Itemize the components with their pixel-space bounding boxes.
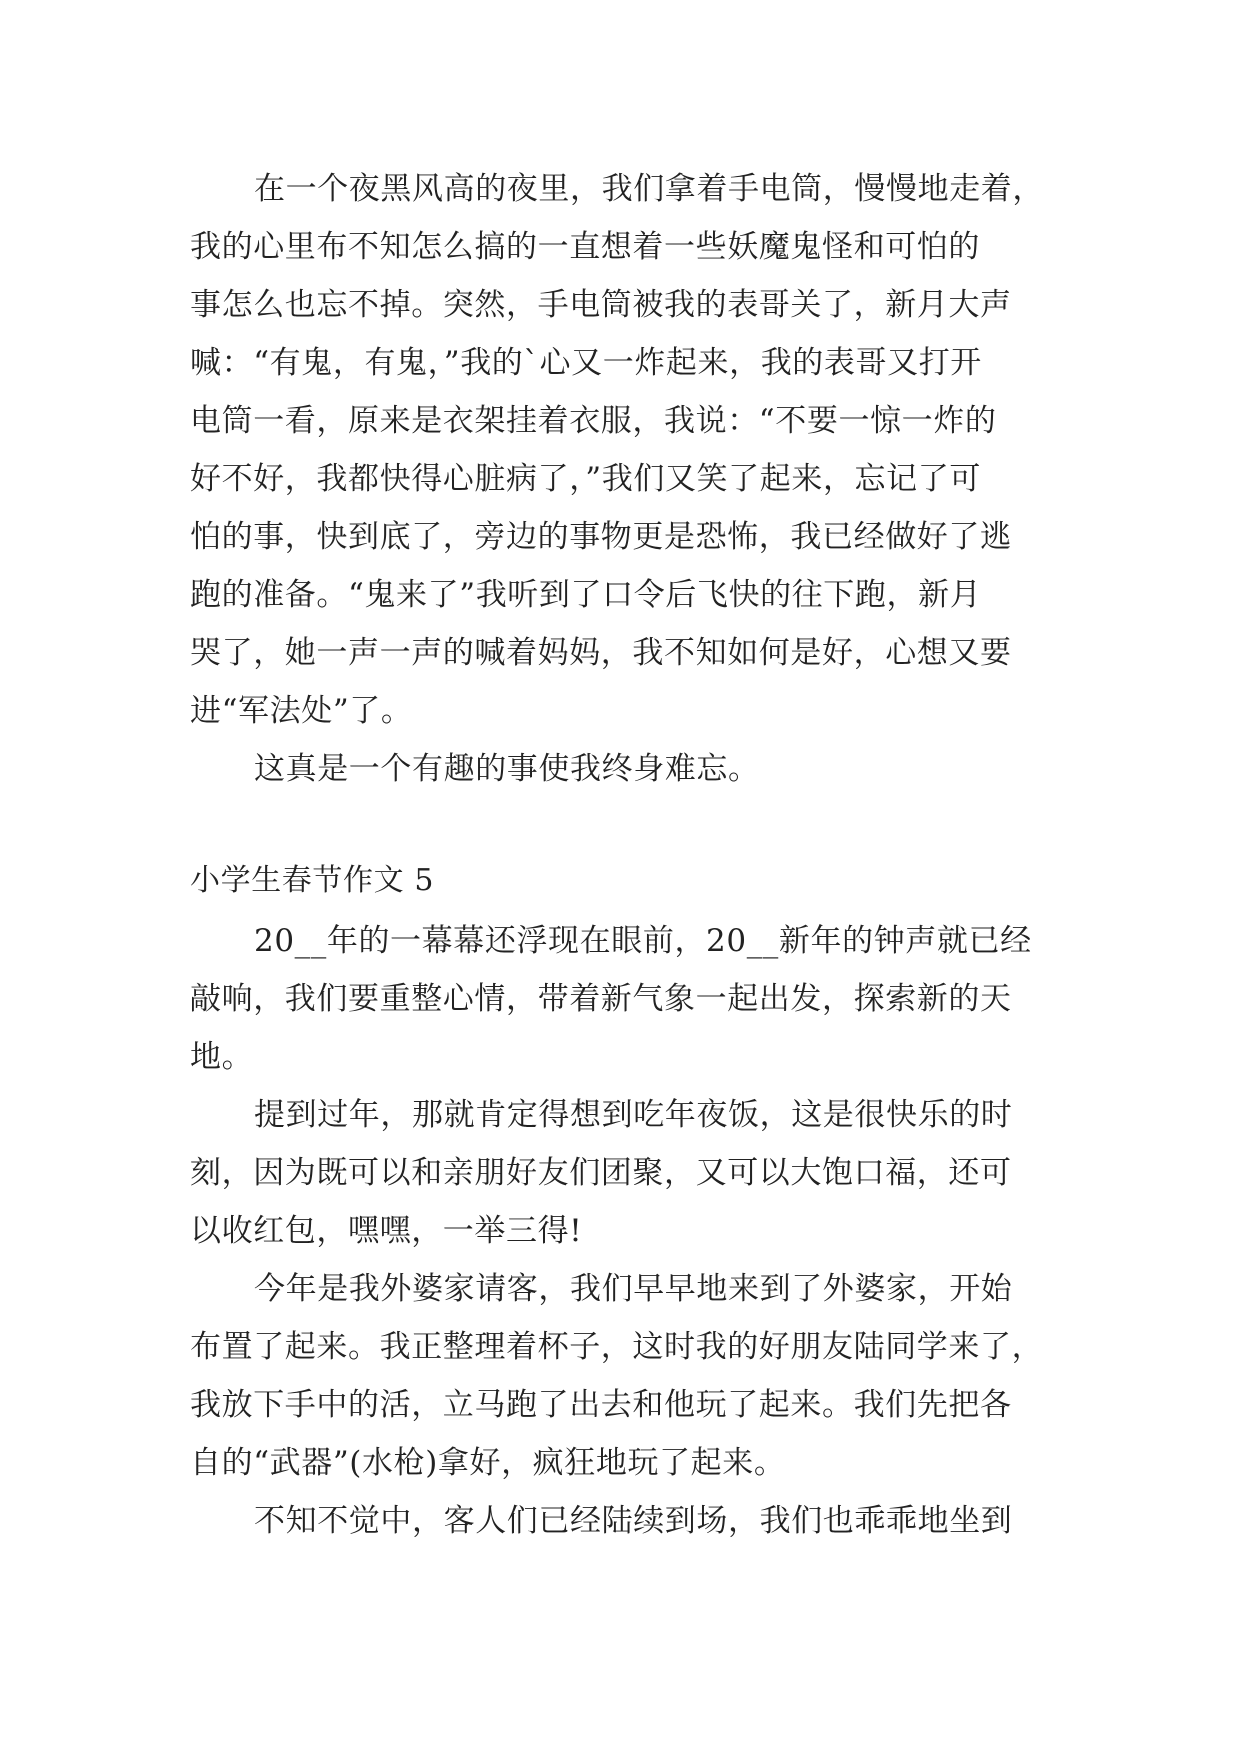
text-line: 我的心里布不知怎么搞的一直想着一些妖魔鬼怪和可怕的 — [190, 229, 980, 265]
text-line: 哭了，她一声一声的喊着妈妈，我不知如何是好，心想又要 — [190, 635, 1012, 671]
text-line: 事怎么也忘不掉。突然，手电筒被我的表哥关了，新月大声 — [190, 287, 1012, 323]
text-line: 电筒一看，原来是衣架挂着衣服，我说：“不要一惊一炸的 — [190, 403, 997, 439]
paragraph-reunion-dinner — [190, 1086, 1070, 1260]
text-line: 进“军法处”了。 — [190, 693, 413, 729]
text-line: 这真是一个有趣的事使我终身难忘。 — [254, 751, 760, 787]
text-line: 喊：“有鬼，有鬼，”我的`心又一炸起来，我的表哥又打开 — [190, 345, 982, 381]
text-line: 好不好，我都快得心脏病了，”我们又笑了起来，忘记了可 — [190, 461, 981, 497]
section-spacer — [190, 798, 1070, 850]
text-line: 提到过年，那就肯定得想到吃年夜饭，这是很快乐的时 — [254, 1097, 1013, 1133]
paragraph-conclusion — [190, 740, 1070, 798]
text-line: 在一个夜黑风高的夜里，我们拿着手电筒，慢慢地走着， — [254, 171, 1044, 207]
text-line: 不知不觉中，客人们已经陆续到场，我们也乖乖地坐到 — [254, 1503, 1013, 1539]
text-line: 自的“武器”(水枪)拿好，疯狂地玩了起来。 — [190, 1445, 786, 1481]
paragraph-new-year-intro — [190, 912, 1070, 1086]
paragraph-night-walk — [190, 160, 1070, 740]
document-body — [190, 160, 1070, 1550]
text-line: 敲响，我们要重整心情，带着新气象一起出发，探索新的天 — [190, 981, 1012, 1017]
text-line: 刻，因为既可以和亲朋好友们团聚，又可以大饱口福，还可 — [190, 1155, 1012, 1191]
text-line: 以收红包，嘿嘿，一举三得! — [190, 1213, 583, 1249]
paragraph-guests-arrive — [190, 1492, 1070, 1550]
text-line: 布置了起来。我正整理着杯子，这时我的好朋友陆同学来了， — [190, 1329, 1044, 1365]
text-line: 今年是我外婆家请客，我们早早地来到了外婆家，开始 — [254, 1271, 1013, 1307]
text-line: 我放下手中的活，立马跑了出去和他玩了起来。我们先把各 — [190, 1387, 1012, 1423]
text-line: 跑的准备。“鬼来了”我听到了口令后飞快的往下跑，新月 — [190, 577, 982, 613]
text-line: 地。 — [190, 1039, 254, 1075]
paragraph-grandma-house — [190, 1260, 1070, 1492]
text-line: 20__年的一幕幕还浮现在眼前，20__新年的钟声就已经 — [254, 923, 1032, 959]
section-heading: 小学生春节作文 5 — [190, 863, 435, 898]
text-line: 怕的事，快到底了，旁边的事物更是恐怖，我已经做好了逃 — [190, 519, 1012, 555]
